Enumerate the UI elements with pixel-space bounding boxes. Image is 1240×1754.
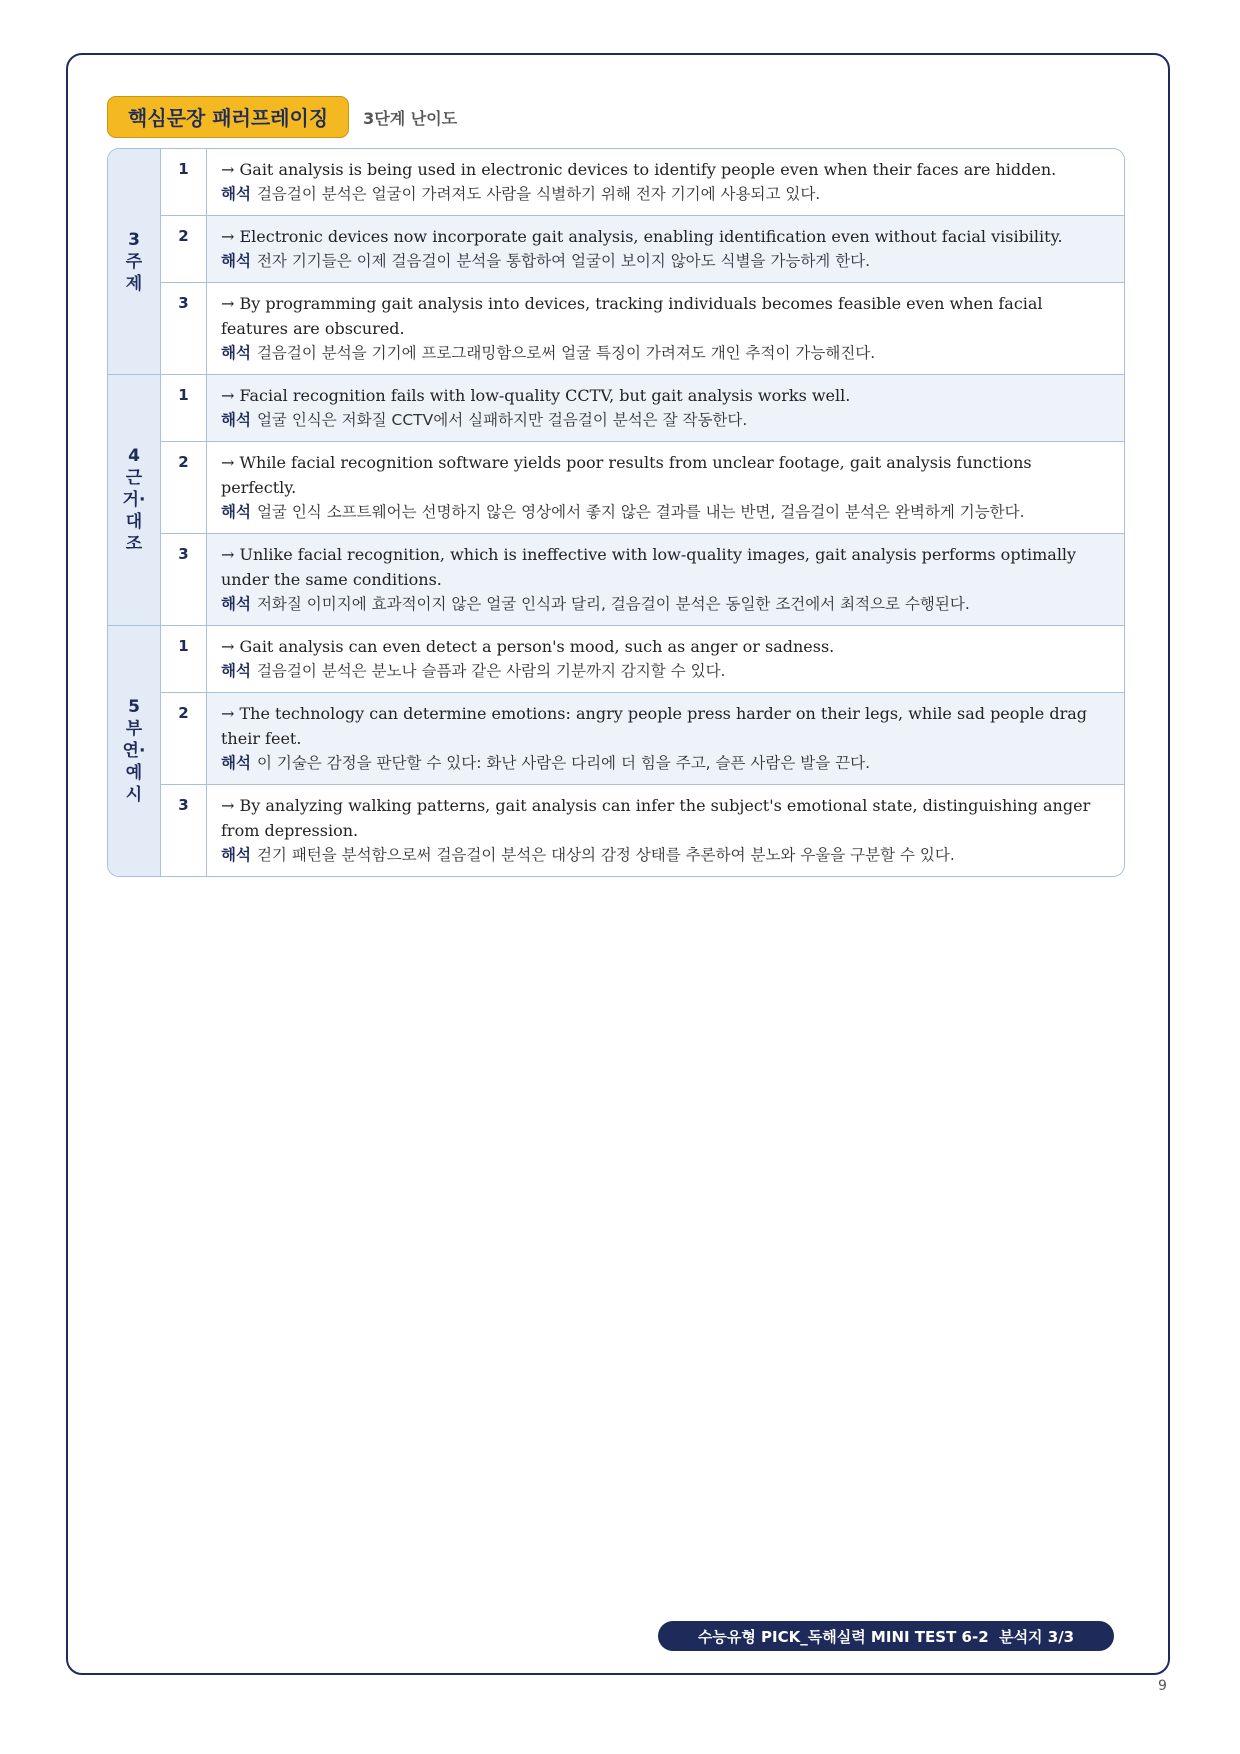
korean-translation: 해석 얼굴 인식은 저화질 CCTV에서 실패하지만 걸음걸이 분석은 잘 작동한다.	[221, 411, 748, 429]
english-sentence: → By analyzing walking patterns, gait analysis can infer the subject's emotional state, distinguishing anger from depression.	[221, 796, 1091, 840]
korean-translation: 해석 저화질 이미지에 효과적이지 않은 얼굴 인식과 달리, 걸음걸이 분석은 동일한 조건에서 최적으로 수행된다.	[221, 595, 970, 613]
section-title-badge: 핵심문장 패러프레이징	[107, 96, 349, 138]
row-number: 1	[161, 626, 207, 692]
table-row	[161, 692, 1124, 784]
translation-tag: 해석	[221, 185, 251, 203]
group-label: 5 부 연· 예 시	[108, 626, 161, 876]
korean-translation: 해석 걸음걸이 분석을 기기에 프로그래밍함으로써 얼굴 특징이 가려져도 개인 추적이 가능해진다.	[221, 344, 876, 362]
english-sentence: → Gait analysis can even detect a person's mood, such as anger or sadness.	[221, 637, 835, 656]
korean-translation: 해석 전자 기기들은 이제 걸음걸이 분석을 통합하여 얼굴이 보이지 않아도 식별을 가능하게 한다.	[221, 252, 871, 270]
group-label: 3 주 제	[108, 149, 161, 374]
korean-translation: 해석 걸음걸이 분석은 분노나 슬픔과 같은 사람의 기분까지 감지할 수 있다.	[221, 662, 726, 680]
translation-tag: 해석	[221, 595, 251, 613]
translation-tag: 해석	[221, 754, 251, 772]
english-sentence: → Gait analysis is being used in electronic devices to identify people even when their faces are hidden.	[221, 160, 1057, 179]
table-row	[161, 533, 1124, 625]
translation-tag: 해석	[221, 662, 251, 680]
row-number: 3	[161, 283, 207, 374]
row-number: 2	[161, 693, 207, 784]
group-label: 4 근 거· 대 조	[108, 375, 161, 625]
korean-translation: 해석 걷기 패턴을 분석함으로써 걸음걸이 분석은 대상의 감정 상태를 추론하여 분노와 우울을 구분할 수 있다.	[221, 846, 955, 864]
row-number: 1	[161, 149, 207, 215]
translation-tag: 해석	[221, 846, 251, 864]
english-sentence: → By programming gait analysis into devices, tracking individuals becomes feasible even when facial features are obscured.	[221, 294, 1043, 338]
translation-tag: 해석	[221, 503, 251, 521]
paraphrase-table	[107, 148, 1125, 877]
korean-translation: 해석 걸음걸이 분석은 얼굴이 가려져도 사람을 식별하기 위해 전자 기기에 사용되고 있다.	[221, 185, 821, 203]
section-header	[107, 95, 457, 139]
english-sentence: → The technology can determine emotions: angry people press harder on their legs, while sad people drag their feet.	[221, 704, 1087, 748]
table-row	[161, 149, 1124, 215]
english-sentence: → Unlike facial recognition, which is ineffective with low-quality images, gait analysis performs optimally under the same conditions.	[221, 545, 1077, 589]
translation-tag: 해석	[221, 252, 251, 270]
table-row	[161, 626, 1124, 692]
translation-tag: 해석	[221, 344, 251, 362]
korean-translation: 해석 이 기술은 감정을 판단할 수 있다: 화난 사람은 다리에 더 힘을 주고, 슬픈 사람은 발을 끈다.	[221, 754, 870, 772]
table-row	[161, 784, 1124, 876]
row-number: 2	[161, 216, 207, 282]
row-number: 1	[161, 375, 207, 441]
footer-title-pill: 수능유형 PICK_독해실력 MINI TEST 6-2 분석지 3/3	[658, 1621, 1114, 1651]
table-row	[161, 375, 1124, 441]
korean-translation: 해석 얼굴 인식 소프트웨어는 선명하지 않은 영상에서 좋지 않은 결과를 내는 반면, 걸음걸이 분석은 완벽하게 기능한다.	[221, 503, 1025, 521]
group-elaboration-example	[108, 625, 1124, 876]
table-row	[161, 282, 1124, 374]
difficulty-label: 3단계 난이도	[363, 108, 458, 128]
table-row	[161, 215, 1124, 282]
row-number: 3	[161, 785, 207, 876]
page-number: 9	[1158, 1678, 1167, 1694]
english-sentence: → Electronic devices now incorporate gait analysis, enabling identification even without facial visibility.	[221, 227, 1063, 246]
row-number: 2	[161, 442, 207, 533]
group-topic	[108, 149, 1124, 374]
translation-tag: 해석	[221, 411, 251, 429]
group-evidence-contrast	[108, 374, 1124, 625]
row-number: 3	[161, 534, 207, 625]
english-sentence: → Facial recognition fails with low-quality CCTV, but gait analysis works well.	[221, 386, 851, 405]
english-sentence: → While facial recognition software yields poor results from unclear footage, gait analysis functions perfectly.	[221, 453, 1032, 497]
table-row	[161, 441, 1124, 533]
